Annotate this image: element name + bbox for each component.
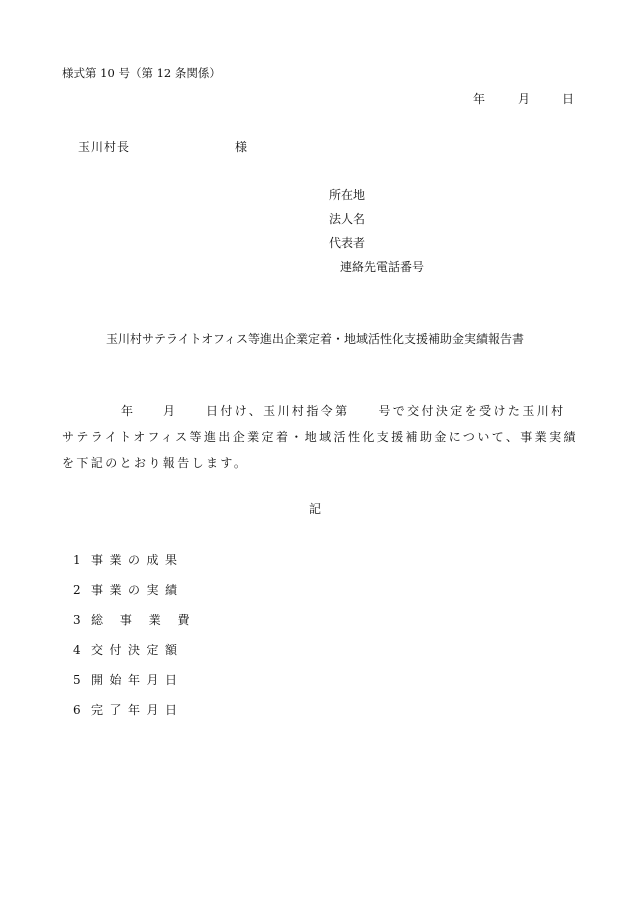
form-number: 様式第 10 号（第 12 条関係） xyxy=(62,66,221,80)
item-number: 3 xyxy=(73,613,81,627)
document-title: 玉川村サテライトオフィス等進出企業定着・地域活性化支援補助金実績報告書 xyxy=(106,332,524,346)
representative-label: 代表者 xyxy=(329,236,366,250)
address-label: 所在地 xyxy=(329,188,366,202)
recipient-line xyxy=(0,141,630,155)
date-day-label: 日 xyxy=(562,92,575,106)
recipient-honorific: 様 xyxy=(235,140,249,154)
ki-heading: 記 xyxy=(308,502,321,516)
phone-number-label: 連絡先電話番号 xyxy=(340,260,425,274)
list-item xyxy=(73,644,273,674)
date-line xyxy=(0,93,630,107)
item-list xyxy=(73,554,273,734)
item-label: 開始年月日 xyxy=(91,673,184,687)
item-label: 事業の実績 xyxy=(91,583,184,597)
recipient-name: 玉川村長 xyxy=(78,140,131,154)
date-month-label: 月 xyxy=(518,92,531,106)
body-line-1 xyxy=(62,405,572,431)
list-item xyxy=(73,614,273,644)
applicant-block xyxy=(329,189,424,285)
list-item xyxy=(73,704,273,734)
item-number: 5 xyxy=(73,673,81,687)
list-item xyxy=(73,554,273,584)
company-name-label: 法人名 xyxy=(329,212,366,226)
body-year-label: 年 xyxy=(121,404,136,418)
body-month-label: 月 xyxy=(163,404,178,418)
date-year-label: 年 xyxy=(473,92,486,106)
item-label: 完了年月日 xyxy=(91,703,184,717)
item-label: 交付決定額 xyxy=(91,643,184,657)
body-line-1-text: 日付け、玉川村指令第 号で交付決定を受けた玉川村 xyxy=(206,404,566,418)
body-line-2: サテライトオフィス等進出企業定着・地域活性化支援補助金について、事業実績 xyxy=(62,430,578,444)
item-number: 6 xyxy=(73,703,81,717)
item-number: 4 xyxy=(73,643,81,657)
report-body xyxy=(62,404,578,483)
item-label: 総 事 業 費 xyxy=(91,613,196,627)
list-item xyxy=(73,584,273,614)
item-label: 事業の成果 xyxy=(91,553,184,567)
item-number: 1 xyxy=(73,553,81,567)
body-line-3: を下記のとおり報告します。 xyxy=(62,456,249,470)
list-item xyxy=(73,674,273,704)
item-number: 2 xyxy=(73,583,81,597)
